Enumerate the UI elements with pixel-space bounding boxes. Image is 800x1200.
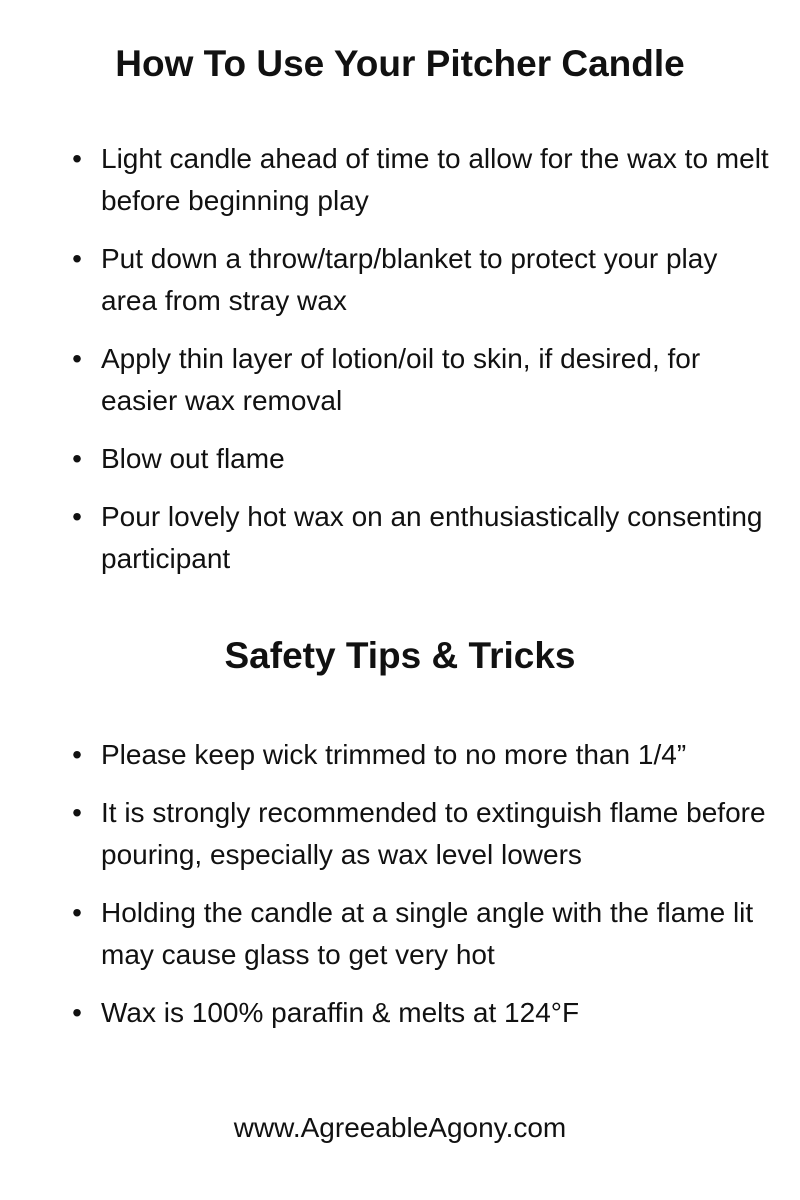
bullet-icon: • [72, 997, 82, 1028]
usage-item-text: Blow out flame [101, 443, 285, 474]
usage-heading: How To Use Your Pitcher Candle [115, 43, 685, 84]
usage-list-item [0, 496, 800, 580]
safety-list-item [0, 992, 800, 1034]
safety-item-text: Please keep wick trimmed to no more than 1/4” [101, 739, 687, 770]
bullet-icon: • [72, 343, 82, 374]
website-url: www.AgreeableAgony.com [233, 1112, 567, 1143]
bullet-icon: • [72, 897, 82, 928]
usage-list [0, 138, 800, 596]
usage-item-text: Put down a throw/tarp/blanket to protect your play area from stray wax [101, 243, 718, 316]
safety-list-item [0, 734, 800, 776]
safety-item-text: Holding the candle at a single angle with the flame lit may cause glass to get very hot [101, 897, 754, 970]
safety-list-item [0, 892, 800, 976]
bullet-icon: • [72, 143, 82, 174]
usage-item-text: Pour lovely hot wax on an enthusiastically consenting participant [101, 501, 763, 574]
bullet-icon: • [72, 797, 82, 828]
safety-item-text: It is strongly recommended to extinguish flame before pouring, especially as wax level lowers [101, 797, 766, 870]
usage-item-text: Apply thin layer of lotion/oil to skin, if desired, for easier wax removal [101, 343, 701, 416]
usage-list-item [0, 138, 800, 222]
safety-list-item [0, 792, 800, 876]
bullet-icon: • [72, 243, 82, 274]
bullet-icon: • [72, 443, 82, 474]
usage-list-item [0, 438, 800, 480]
usage-list-item [0, 238, 800, 322]
usage-item-text: Light candle ahead of time to allow for the wax to melt before beginning play [101, 143, 769, 216]
safety-list [0, 734, 800, 1050]
bullet-icon: • [72, 739, 82, 770]
bullet-icon: • [72, 501, 82, 532]
usage-list-item [0, 338, 800, 422]
safety-heading: Safety Tips & Tricks [224, 635, 576, 676]
safety-item-text: Wax is 100% paraffin & melts at 124°F [101, 997, 580, 1028]
